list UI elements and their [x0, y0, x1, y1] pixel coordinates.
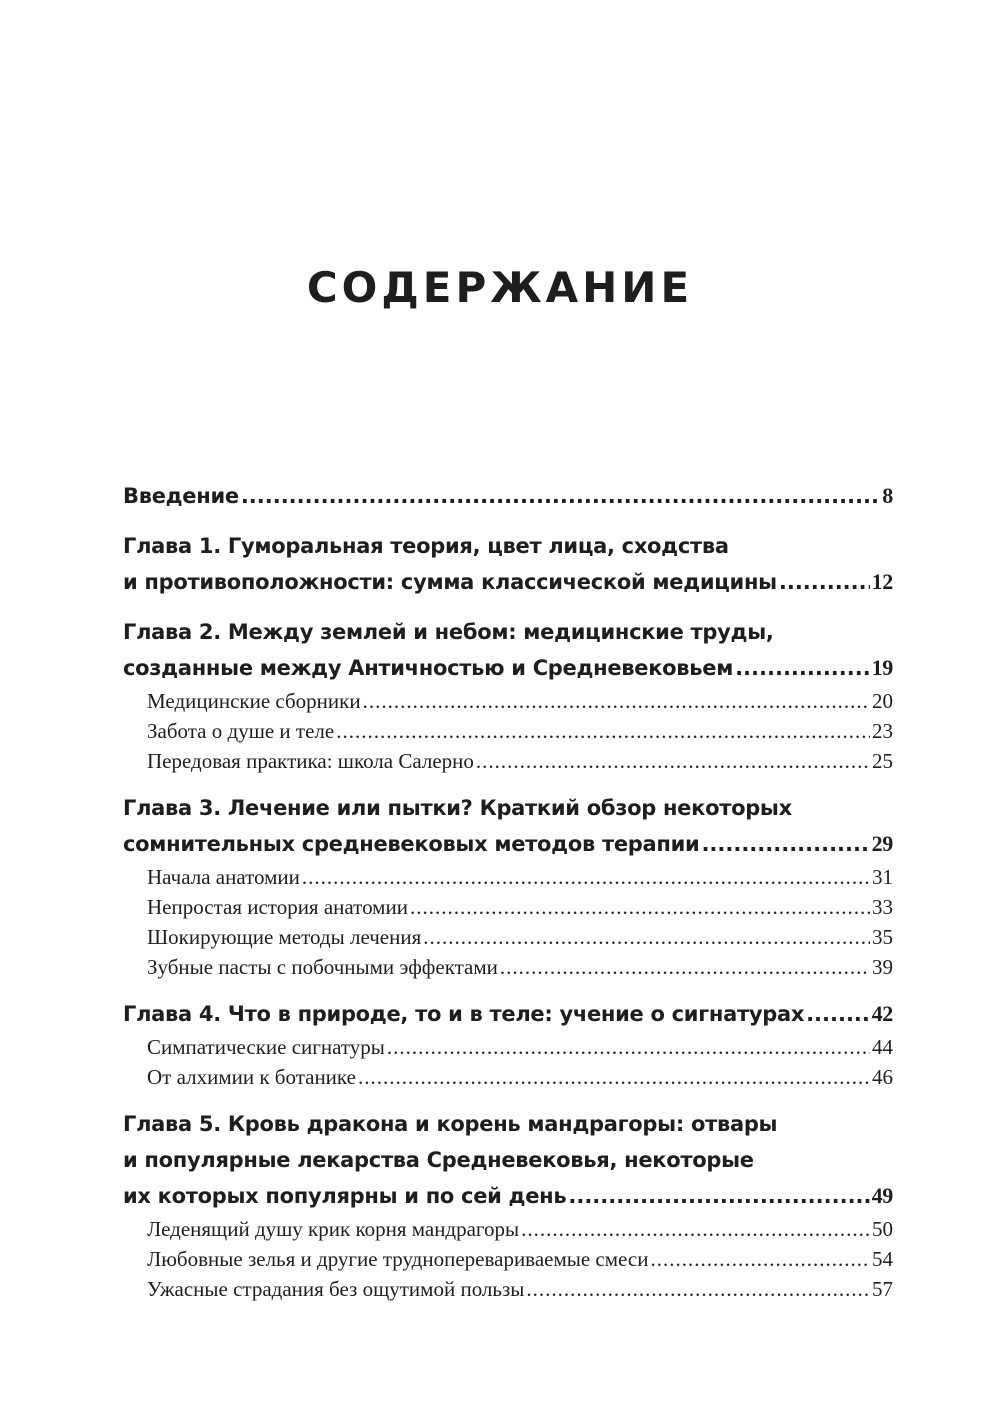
entry-label: и популярные лекарства Средневековья, некоторые [123, 1148, 754, 1172]
entry-label: Введение [123, 484, 239, 508]
page-number: 57 [872, 1277, 893, 1301]
dot-leader [500, 952, 870, 982]
entry-label: Симпатические сигнатуры [147, 1035, 385, 1059]
toc-subentry[interactable] [123, 922, 893, 952]
page-number: 8 [882, 483, 893, 508]
dot-leader [779, 564, 870, 600]
page-number: 25 [872, 749, 893, 773]
page-number: 23 [872, 719, 893, 743]
dot-leader [735, 650, 870, 686]
dot-leader [521, 1214, 870, 1244]
entry-label: Глава 3. Лечение или пытки? Краткий обзор некоторых [123, 796, 792, 820]
toc-subentry[interactable] [123, 1214, 893, 1244]
dot-leader [410, 892, 870, 922]
page-number: 42 [871, 1001, 893, 1026]
dot-leader [387, 1032, 870, 1062]
page-number: 29 [871, 831, 893, 856]
entry-label: сомнительных средневековых методов терапии [123, 832, 700, 856]
entry-label: Зубные пасты с побочными эффектами [147, 955, 498, 979]
page-number: 44 [872, 1035, 893, 1059]
entry-label: созданные между Античностью и Средневековьем [123, 656, 734, 680]
dot-leader [701, 826, 869, 862]
entry-label: Передовая практика: школа Салерно [147, 749, 474, 773]
page-number: 49 [871, 1183, 893, 1208]
entry-label: их которых популярны и по сей день [123, 1184, 567, 1208]
toc-subentry[interactable] [123, 1274, 893, 1304]
page-title: СОДЕРЖАНИЕ [306, 263, 694, 312]
dot-leader [358, 1062, 870, 1092]
dot-leader [363, 686, 870, 716]
page-number: 33 [872, 895, 893, 919]
toc-subentry[interactable] [123, 716, 893, 746]
dot-leader [302, 862, 870, 892]
dot-leader [476, 746, 870, 776]
toc-entry-chapter-4[interactable] [123, 996, 893, 1032]
dot-leader [650, 1244, 870, 1274]
toc-subentry[interactable] [123, 862, 893, 892]
toc-entry-chapter-5[interactable] [123, 1106, 893, 1214]
entry-label: Глава 4. Что в природе, то и в теле: учение о сигнатурах [123, 1002, 805, 1026]
entry-label: Начала анатомии [147, 865, 300, 889]
page-number: 54 [872, 1247, 893, 1271]
entry-label: Ужасные страдания без ощутимой пользы [147, 1277, 525, 1301]
dot-leader [806, 996, 870, 1032]
entry-label: и противоположности: сумма классической медицины [123, 570, 777, 594]
toc-subentry[interactable] [123, 892, 893, 922]
entry-label: Глава 2. Между землей и небом: медицинские труды, [123, 620, 774, 644]
page-number: 20 [872, 689, 893, 713]
entry-label: Глава 5. Кровь дракона и корень мандрагоры: отвары [123, 1112, 778, 1136]
dot-leader [423, 922, 870, 952]
toc-entry-chapter-3[interactable] [123, 790, 893, 862]
dot-leader [526, 1274, 870, 1304]
entry-label: Забота о душе и теле [147, 719, 335, 743]
entry-label: Непростая история анатомии [147, 895, 408, 919]
toc-entry-chapter-1[interactable] [123, 528, 893, 600]
dot-leader [336, 716, 870, 746]
dot-leader [568, 1178, 869, 1214]
entry-label: Глава 1. Гуморальная теория, цвет лица, сходства [123, 534, 729, 558]
page-number: 46 [872, 1065, 893, 1089]
toc-entry-introduction[interactable] [123, 478, 893, 514]
toc-subentry[interactable] [123, 1032, 893, 1062]
page-number: 50 [872, 1217, 893, 1241]
entry-label: Леденящий душу крик корня мандрагоры [147, 1217, 520, 1241]
toc-subentry[interactable] [123, 1244, 893, 1274]
page-number: 39 [872, 955, 893, 979]
toc-entry-chapter-2[interactable] [123, 614, 893, 686]
page-number: 19 [871, 655, 893, 680]
page-number: 35 [872, 925, 893, 949]
toc-subentry[interactable] [123, 686, 893, 716]
toc-subentry[interactable] [123, 746, 893, 776]
entry-label: Шокирующие методы лечения [147, 925, 422, 949]
toc-subentry[interactable] [123, 1062, 893, 1092]
entry-label: Любовные зелья и другие трудноперевариваемые смеси [147, 1247, 649, 1271]
page-number: 31 [872, 865, 893, 889]
entry-label: От алхимии к ботанике [147, 1065, 356, 1089]
dot-leader [241, 478, 880, 514]
entry-label: Медицинские сборники [147, 689, 361, 713]
page-number: 12 [871, 569, 893, 594]
toc-subentry[interactable] [123, 952, 893, 982]
table-of-contents [123, 478, 893, 1304]
